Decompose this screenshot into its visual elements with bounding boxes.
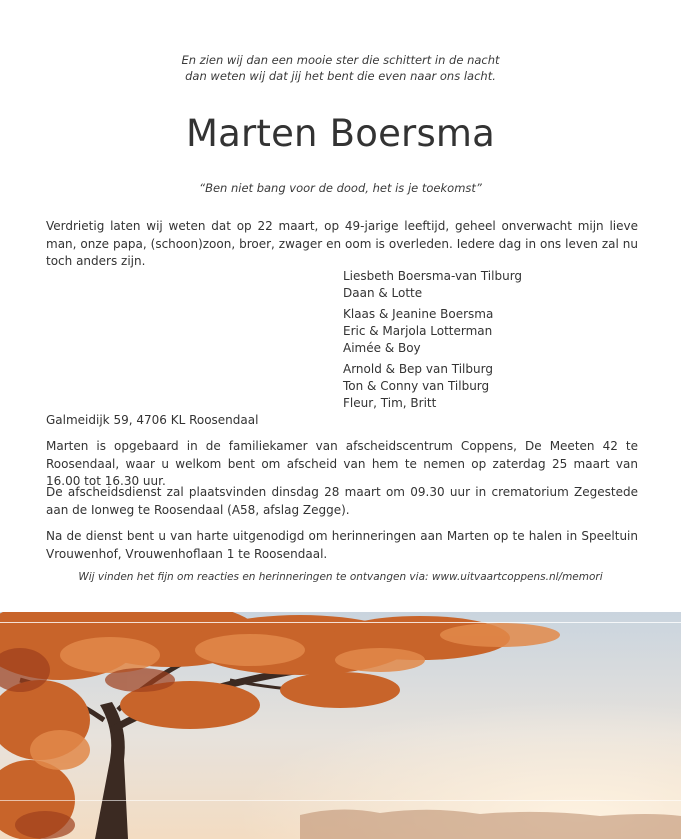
viewing-paragraph: Marten is opgebaard in de familiekamer van afscheidscentrum Coppens, De Meeten 42 te Roosendaal, waar u welkom bent om afscheid van hem te nemen op zaterdag 25 maart van 16.00 tot 16.30 uur.: [46, 439, 638, 488]
intro-text: Verdrietig laten wij weten dat op 22 maart, op 49-jarige leeftijd, geheel onverwacht mijn lieve man, onze papa, (schoon)zoon, broer, zwager en oom is overleden. Iedere dag in ons leven zal nu toch anders zijn.: [46, 219, 638, 268]
family-member: Aimée & Boy: [343, 341, 421, 355]
home-address: Galmeidijk 59, 4706 KL Roosendaal: [46, 413, 259, 427]
service-paragraph: De afscheidsdienst zal plaatsvinden dinsdag 28 maart om 09.30 uur in crematorium Zegestede aan de Ionweg te Roosendaal (A58, afslag Zegge).: [46, 485, 638, 517]
family-group-2: [343, 306, 493, 357]
quote: “Ben niet bang voor de dood, het is je toekomst”: [199, 181, 482, 195]
family-member: Klaas & Jeanine Boersma: [343, 307, 494, 321]
family-member: Fleur, Tim, Britt: [343, 396, 437, 410]
deceased-name: Marten Boersma: [185, 112, 496, 155]
poem-line-2: dan weten wij dat jij het bent die even naar ons lacht.: [185, 69, 496, 83]
poem-line-1: En zien wij dan een mooie ster die schittert in de nacht: [181, 53, 500, 67]
family-member: Ton & Conny van Tilburg: [343, 379, 490, 393]
family-member: Eric & Marjola Lotterman: [343, 324, 493, 338]
autumn-tree-image: [0, 610, 681, 839]
poem: [0, 52, 681, 84]
family-group-3: [343, 361, 493, 412]
footer-note: Wij vinden het fijn om reacties en herinneringen te ontvangen via: www.uitvaartcoppens.nl/memori: [78, 571, 603, 583]
family-member: Daan & Lotte: [343, 286, 423, 300]
family-member: Arnold & Bep van Tilburg: [343, 362, 493, 376]
gathering-paragraph: Na de dienst bent u van harte uitgenodigd om herinneringen aan Marten op te halen in Speeltuin Vrouwenhof, Vrouwenhoflaan 1 te Roosendaal.: [46, 529, 638, 561]
family-member: Liesbeth Boersma-van Tilburg: [343, 269, 523, 283]
family-group-1: [343, 268, 522, 302]
